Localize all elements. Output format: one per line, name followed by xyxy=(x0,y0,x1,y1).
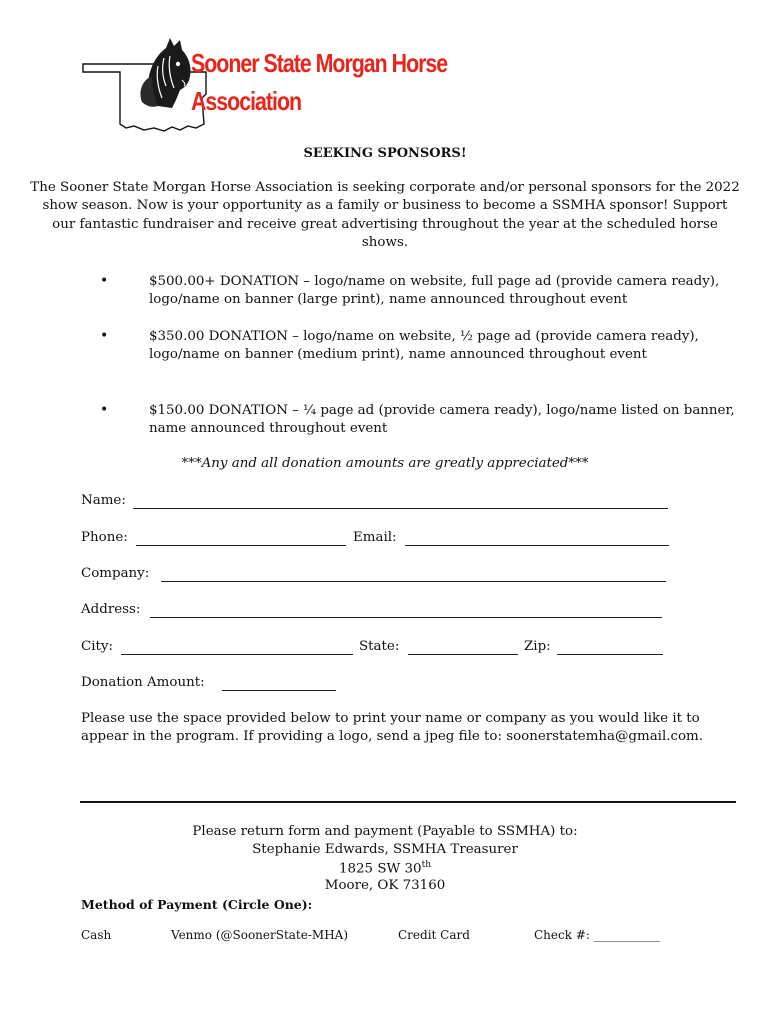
payment-option-credit-card[interactable]: Credit Card xyxy=(398,928,470,942)
email-label: Email: xyxy=(353,530,397,545)
treasurer-name: Stephanie Edwards, SSMHA Treasurer xyxy=(252,842,518,857)
name-label: Name: xyxy=(81,493,126,508)
return-instructions: Please return form and payment (Payable to SSMHA) to: xyxy=(192,824,578,839)
logo-title-line2: Association xyxy=(191,86,302,116)
payment-method-heading: Method of Payment (Circle One): xyxy=(81,897,313,912)
appreciation-note: ***Any and all donation amounts are greatly appreciated*** xyxy=(181,456,589,471)
phone-label: Phone: xyxy=(81,530,128,545)
zip-label: Zip: xyxy=(524,639,551,654)
city-label: City: xyxy=(81,639,113,654)
ssmha-logo xyxy=(78,36,448,140)
divider xyxy=(80,801,736,803)
company-field[interactable] xyxy=(161,581,666,582)
bullet-icon: • xyxy=(100,328,109,344)
bullet-icon: • xyxy=(100,273,109,289)
address-label: Address: xyxy=(81,602,141,617)
street-address-suffix: th xyxy=(421,860,431,870)
check-number-field[interactable]: ___________ xyxy=(593,928,660,942)
email-field[interactable] xyxy=(405,545,669,546)
sponsor-tier-150: $150.00 DONATION – ¼ page ad (provide camera ready), logo/name listed on banner, name announced throughout event xyxy=(149,403,735,437)
payment-option-cash[interactable]: Cash xyxy=(81,928,112,942)
city-field[interactable] xyxy=(121,654,353,655)
intro-paragraph: The Sooner State Morgan Horse Association is seeking corporate and/or personal sponsors for the 2022 show season. Now is your opportunity as a family or business to become a SSMHA sponsor! Support our fantastic fundraiser and receive great advertising throughout the year at the scheduled horse shows. xyxy=(30,180,740,250)
sponsor-tier-500: $500.00+ DONATION – logo/name on website, full page ad (provide camera ready), logo/name on banner (large print), name announced throughout event xyxy=(149,274,720,308)
payment-option-check[interactable] xyxy=(534,928,660,942)
street-address-main: 1825 SW 30 xyxy=(339,861,422,877)
logo-title-line1: Sooner State Morgan Horse xyxy=(191,48,448,78)
page-title: SEEKING SPONSORS! xyxy=(303,146,467,161)
company-label: Company: xyxy=(81,566,150,581)
phone-field[interactable] xyxy=(136,545,346,546)
donation-amount-label: Donation Amount: xyxy=(81,675,205,690)
donation-amount-field[interactable] xyxy=(222,690,336,691)
address-field[interactable] xyxy=(150,617,662,618)
zip-field[interactable] xyxy=(557,654,663,655)
logo-instructions: Please use the space provided below to print your name or company as you would like it to appear in the program. If providing a logo, send a jpeg file to: soonerstatemha@gmail.com. xyxy=(81,711,704,745)
sponsor-tier-350: $350.00 DONATION – logo/name on website, ½ page ad (provide camera ready), logo/name on banner (medium print), name announced throughout event xyxy=(149,329,699,363)
state-label: State: xyxy=(359,639,400,654)
state-field[interactable] xyxy=(408,654,518,655)
city-state-zip: Moore, OK 73160 xyxy=(324,878,446,893)
name-field[interactable] xyxy=(133,508,668,509)
payment-option-venmo[interactable]: Venmo (@SoonerState-MHA) xyxy=(171,928,349,942)
check-label: Check #: xyxy=(534,928,590,942)
bullet-icon: • xyxy=(100,402,109,418)
street-address xyxy=(0,860,770,876)
